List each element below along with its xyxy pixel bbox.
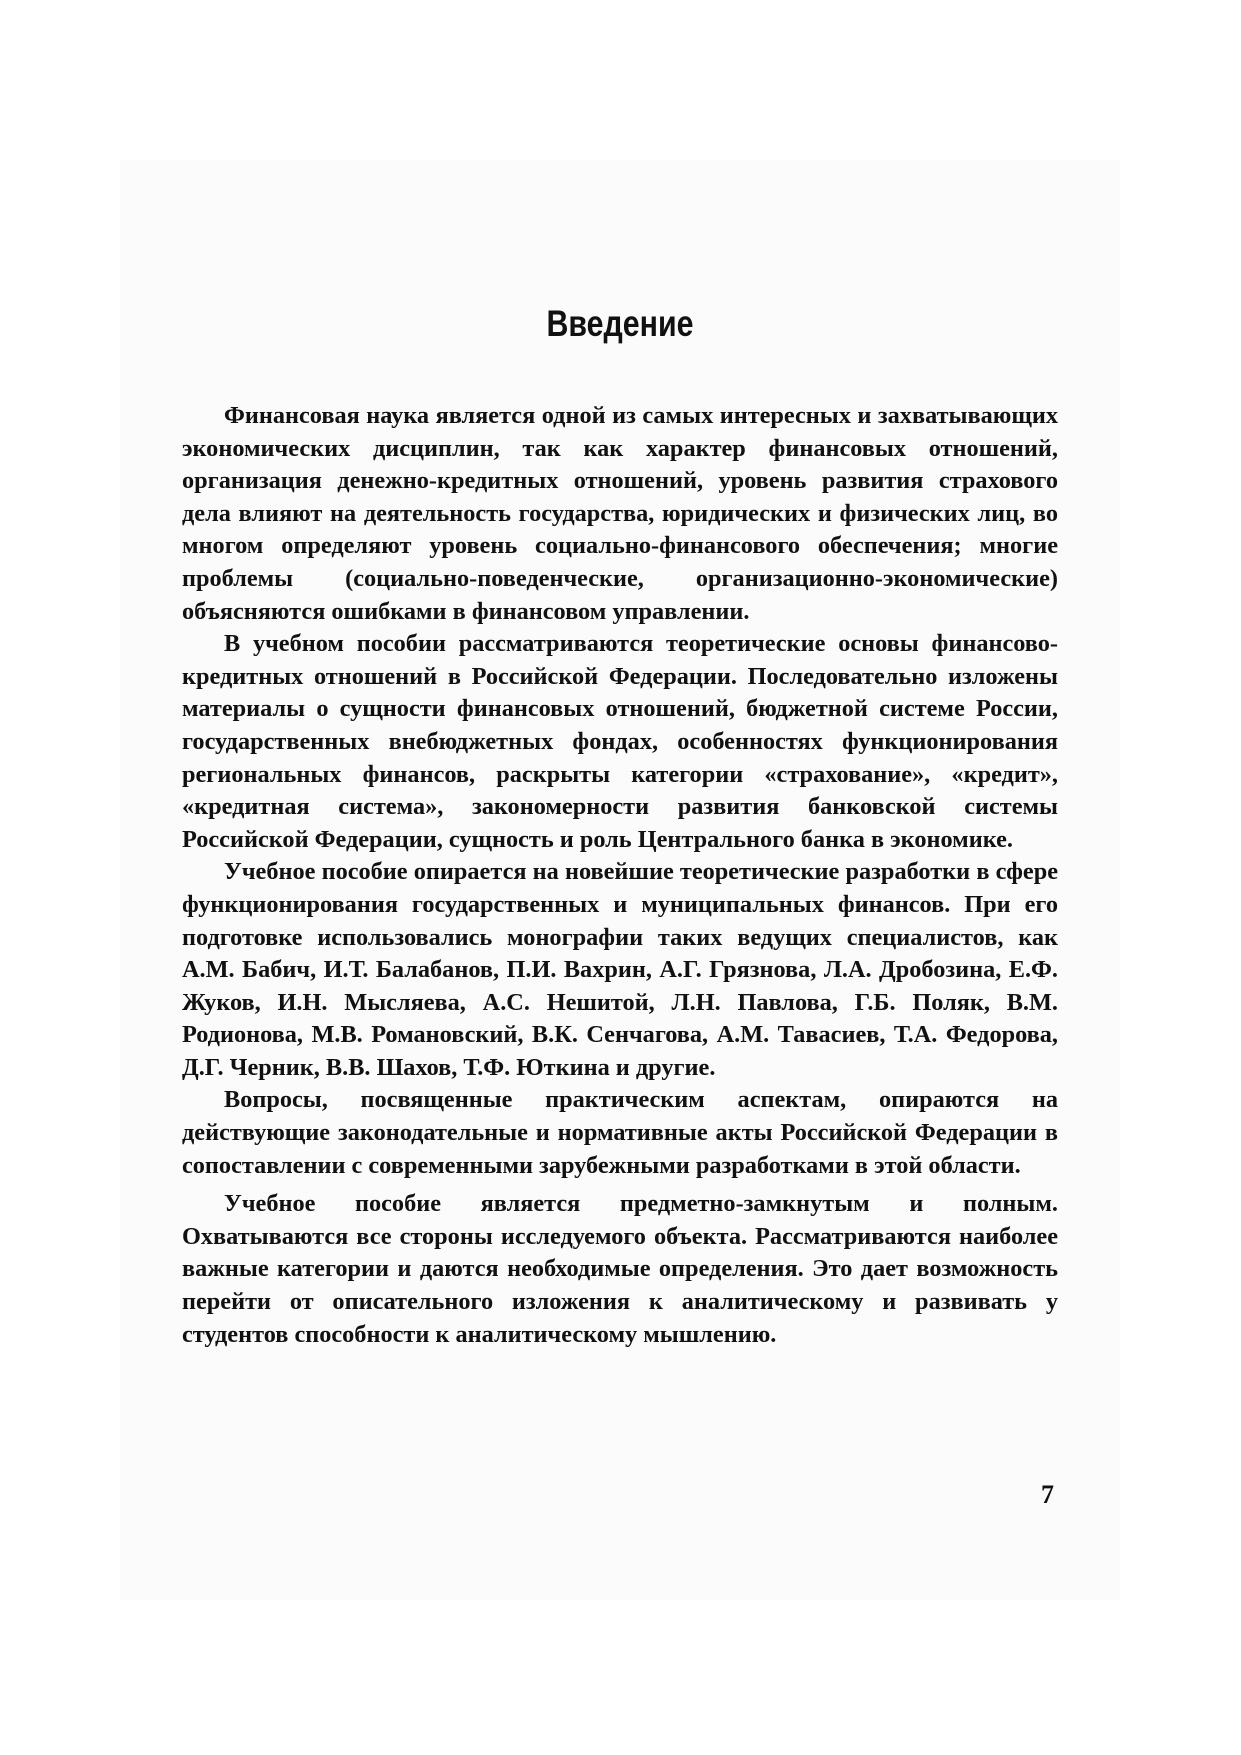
page-number: 7: [1041, 1480, 1054, 1509]
page-body: [182, 305, 1058, 1351]
paragraph-completeness: Учебное пособие является предметно-замкнутым и полным. Охватываются все стороны исследуемого объекта. Рассматриваются наиболее важные категории и даются необходимые определения. Это дает возможность перейти от описательного изложения к аналитическому и развивать у студентов способности к аналитическому мышлению.: [182, 1190, 1058, 1348]
paragraph-textbook-scope: В учебном пособии рассматриваются теоретические основы финансово-кредитных отношений в Российской Федерации. Последовательно изложены материалы о сущности финансовых отношений, бюджетной системе России, государственных внебюджетных фондах, особенностях функционирования региональных финансов, раскрыты категории «страхование», «кредит», «кредитная система», закономерности развития банковской системы Российской Федерации, сущность и роль Центрального банка в экономике.: [182, 630, 1058, 853]
page-title: Введение: [546, 303, 694, 344]
paragraph-sources: Учебное пособие опирается на новейшие теоретические разработки в сфере функционирования государственных и муниципальных финансов. При его подготовке использовались монографии таких ведущих специалистов, как А.М. Бабич, И.Т. Балабанов, П.И. Вахрин, А.Г. Грязнова, Л.А. Дробозина, Е.Ф. Жуков, И.Н. Мысляева, А.С. Нешитой, Л.Н. Павлова, Г.Б. Поляк, В.М. Родионова, М.В. Романовский, В.К. Сенчагова, А.М. Тавасиев, Т.А. Федорова, Д.Г. Черник, В.В. Шахов, Т.Ф. Юткина и другие.: [182, 858, 1058, 1081]
paragraph-intro: Финансовая наука является одной из самых интересных и захватывающих экономических дисциплин, так как характер финансовых отношений, организация денежно-кредитных отношений, уровень развития страхового дела влияют на деятельность государства, юридических и физических лиц, во многом определяют уровень социально-финансового обеспечения; многие проблемы (социально-поведенческие, организационно-экономические) объясняются ошибками в финансовом управлении.: [182, 402, 1058, 625]
paragraph-practical-aspects: Вопросы, посвященные практическим аспектам, опираются на действующие законодательные и нормативные акты Российской Федерации в сопоставлении с современными зарубежными разработками в этой области.: [182, 1086, 1058, 1179]
